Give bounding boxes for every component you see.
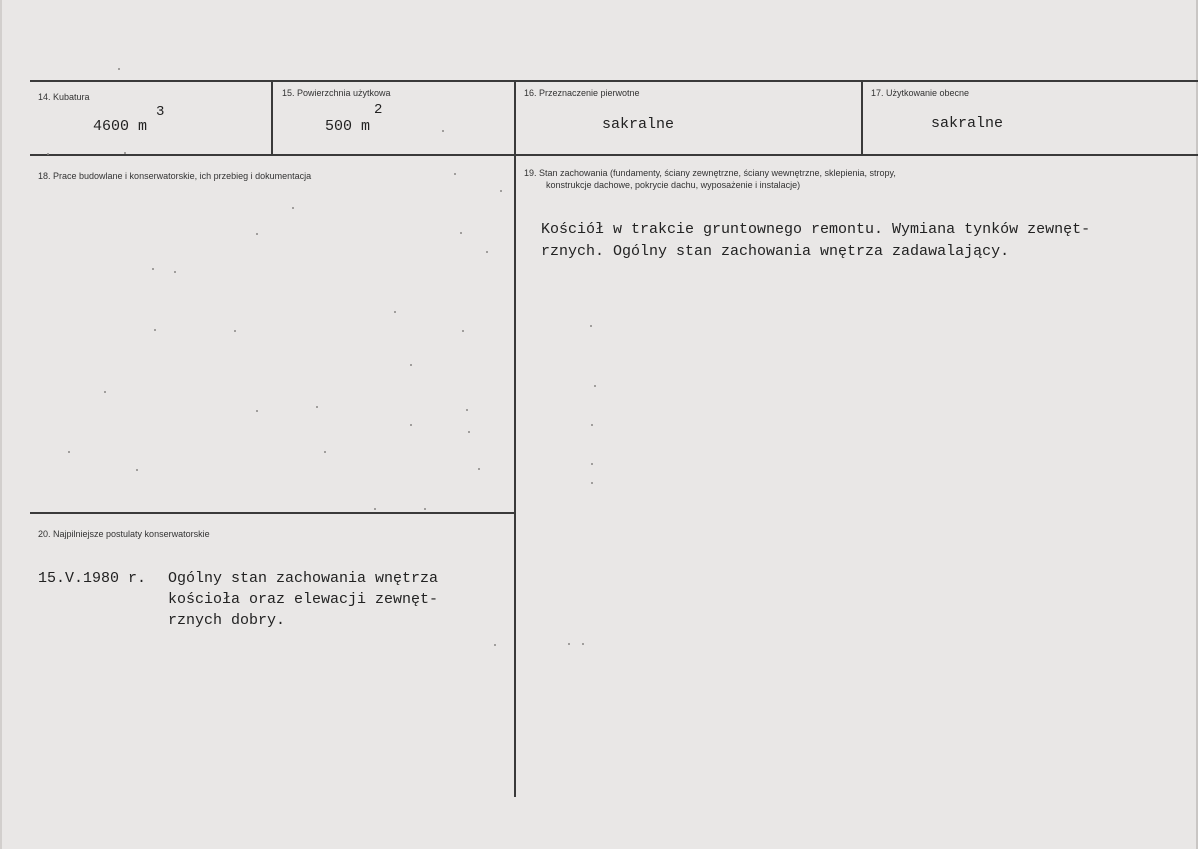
paper-speck [136, 469, 138, 471]
paper-speck [590, 325, 592, 327]
uzytkowanie-value: sakralne [931, 115, 1004, 132]
paper-speck [152, 268, 154, 270]
paper-speck [154, 329, 156, 331]
uzytkowanie-label: 17. Użytkowanie obecne [871, 88, 970, 98]
paper-speck [591, 482, 593, 484]
col-divider-3 [861, 81, 863, 155]
paper-speck [234, 330, 236, 332]
paper-speck [256, 233, 258, 235]
paper-speck [591, 424, 593, 426]
section-20-top-rule [30, 512, 515, 514]
paper-speck [591, 463, 593, 465]
przeznaczenie-value: sakralne [602, 116, 675, 133]
przeznaczenie-label: 16. Przeznaczenie pierwotne [524, 88, 640, 98]
paper-speck [292, 207, 294, 209]
paper-speck [462, 330, 464, 332]
postulaty-text-line3: rznych dobry. [168, 612, 286, 629]
paper-speck [494, 644, 496, 646]
paper-speck [500, 190, 502, 192]
stan-zachowania-text-line2: rznych. Ogólny stan zachowania wnętrza zadawalający. [541, 243, 1010, 260]
paper-speck [460, 232, 462, 234]
paper-speck [468, 431, 470, 433]
paper-speck [478, 468, 480, 470]
postulaty-text-line2: kościoła oraz elewacji zewnęt- [168, 591, 439, 608]
paper-speck [324, 451, 326, 453]
row-divider [30, 154, 1198, 156]
paper-speck [410, 364, 412, 366]
paper-speck [374, 508, 376, 510]
paper-speck [118, 68, 120, 70]
paper-speck [174, 271, 176, 273]
col-divider-2 [514, 81, 516, 797]
stan-zachowania-label-line2: konstrukcje dachowe, pokrycie dachu, wyposażenie i instalacje) [546, 180, 801, 190]
top-rule [30, 80, 1198, 82]
paper-speck [424, 508, 426, 510]
postulaty-label: 20. Najpilniejsze postulaty konserwatorskie [38, 529, 210, 539]
paper-speck [568, 643, 570, 645]
kubatura-label: 14. Kubatura [38, 92, 90, 102]
paper-speck [582, 643, 584, 645]
paper-speck [68, 451, 70, 453]
paper-speck [466, 409, 468, 411]
paper-speck [256, 410, 258, 412]
powierzchnia-unit-exponent: 2 [374, 102, 383, 118]
stan-zachowania-text-line1: Kościół w trakcie gruntownego remontu. Wymiana tynków zewnęt- [541, 221, 1091, 238]
paper-speck [594, 385, 596, 387]
powierzchnia-label: 15. Powierzchnia użytkowa [282, 88, 391, 98]
paper-speck [410, 424, 412, 426]
kubatura-value: 4600 m [93, 118, 148, 135]
paper-speck [486, 251, 488, 253]
postulaty-text-line1: Ogólny stan zachowania wnętrza [168, 570, 439, 587]
paper-speck [394, 311, 396, 313]
paper-speck [104, 391, 106, 393]
paper-speck [47, 153, 49, 155]
stan-zachowania-label-line1: 19. Stan zachowania (fundamenty, ściany zewnętrzne, ściany wewnętrzne, sklepienia, stropy, [524, 168, 896, 178]
col-divider-1 [271, 81, 273, 155]
prace-budowlane-label: 18. Prace budowlane i konserwatorskie, ich przebieg i dokumentacja [38, 171, 312, 181]
paper-speck [454, 173, 456, 175]
kubatura-unit-exponent: 3 [156, 104, 165, 120]
paper-speck [124, 152, 126, 154]
powierzchnia-value: 500 m [325, 118, 371, 135]
paper-speck [442, 130, 444, 132]
paper-speck [316, 406, 318, 408]
postulaty-date: 15.V.1980 r. [38, 570, 147, 587]
